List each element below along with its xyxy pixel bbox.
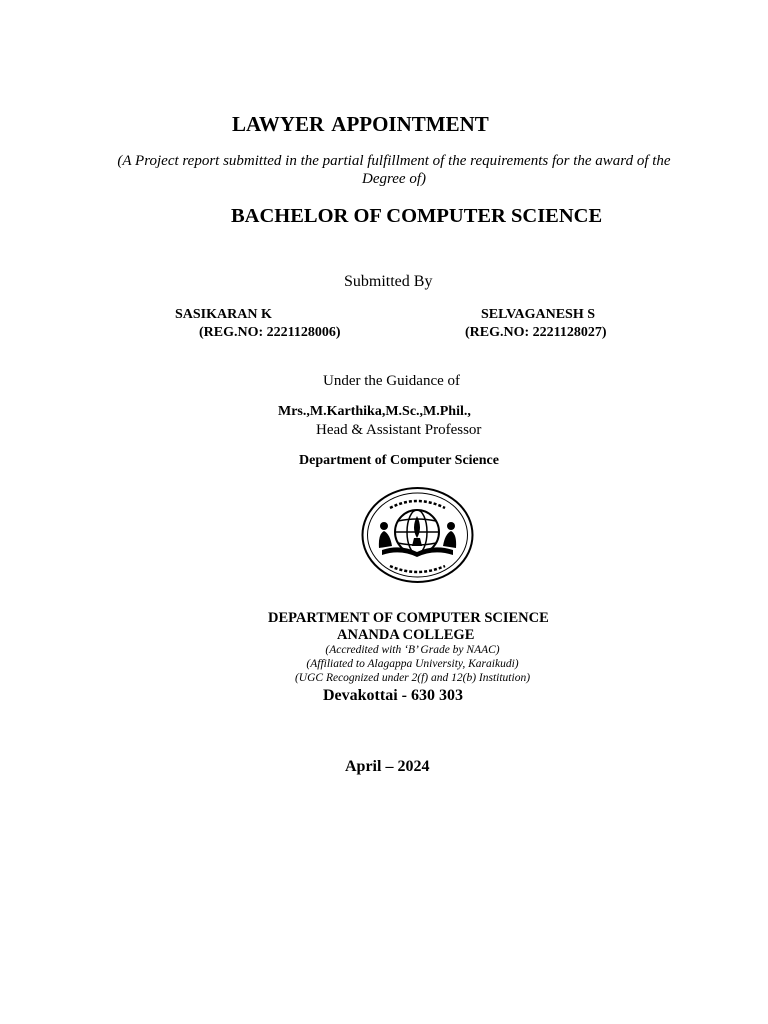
report-subtitle: (A Project report submitted in the partial fulfillment of the requirements for the award of the Degree of) xyxy=(117,153,671,187)
student-1-reg: (REG.NO: 2221128006) xyxy=(199,325,341,340)
guide-role: Head & Assistant Professor xyxy=(316,422,482,438)
college-name: ANANDA COLLEGE xyxy=(337,627,475,643)
guide-department: Department of Computer Science xyxy=(299,453,499,468)
ugc-line: (UGC Recognized under 2(f) and 12(b) Institution) xyxy=(294,672,531,684)
city-pincode: Devakottai - 630 303 xyxy=(323,687,463,704)
affiliation-line: (Affiliated to Alagappa University, Karaikudi) xyxy=(306,658,519,670)
student-2-name: SELVAGANESH S xyxy=(481,307,596,322)
submission-date: April – 2024 xyxy=(345,758,430,775)
submitted-by-label: Submitted By xyxy=(344,273,433,290)
guidance-label: Under the Guidance of xyxy=(323,373,461,389)
student-1-name: SASIKARAN K xyxy=(175,307,272,322)
project-title: LAWYER APPOINTMENT xyxy=(232,112,489,136)
guide-name: Mrs.,M.Karthika,M.Sc.,M.Phil., xyxy=(278,404,471,419)
college-emblem-globe-lamp-icon xyxy=(360,486,475,584)
accreditation-line: (Accredited with ‘B’ Grade by NAAC) xyxy=(325,644,500,656)
student-2-reg: (REG.NO: 2221128027) xyxy=(465,325,607,340)
degree-title: BACHELOR OF COMPUTER SCIENCE xyxy=(231,205,603,227)
department-heading: DEPARTMENT OF COMPUTER SCIENCE xyxy=(268,610,549,626)
